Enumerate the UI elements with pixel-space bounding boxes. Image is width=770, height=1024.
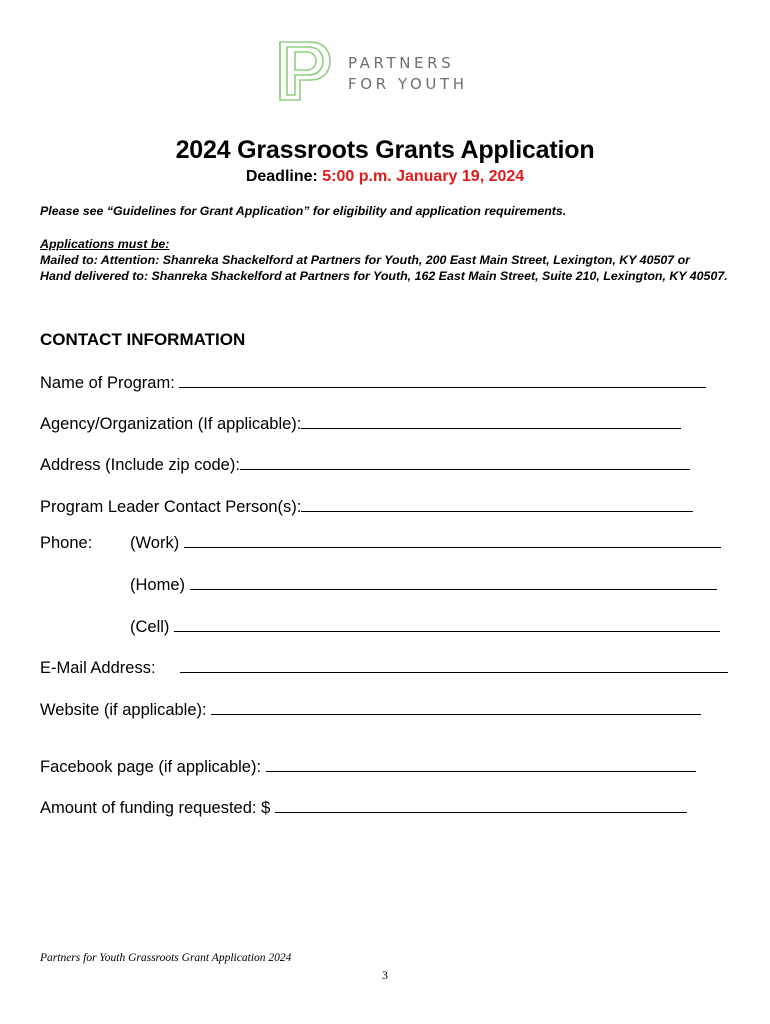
pfy-monogram-icon [278, 40, 340, 102]
email-blank[interactable] [180, 658, 728, 673]
deadline-label: Deadline: [245, 168, 318, 185]
deadline [0, 168, 770, 186]
program-name-field [40, 373, 706, 393]
leader-label: Program Leader Contact Person(s): [40, 498, 302, 516]
agency-label: Agency/Organization (If applicable): [40, 415, 302, 433]
email-field [180, 658, 728, 678]
cell-phone-blank[interactable] [174, 617, 720, 632]
cell-phone-label: (Cell) [130, 618, 170, 636]
website-field [40, 700, 701, 720]
work-phone-field [130, 533, 721, 553]
page-number: 3 [382, 970, 388, 982]
program-name-blank[interactable] [179, 373, 706, 388]
home-phone-blank[interactable] [190, 575, 717, 590]
deadline-value: 5:00 p.m. January 19, 2024 [322, 168, 525, 185]
funding-field [40, 798, 687, 818]
partners-for-youth-logo [278, 40, 498, 102]
address-blank[interactable] [240, 455, 690, 470]
facebook-blank[interactable] [266, 757, 696, 772]
phone-label: Phone: [40, 534, 93, 552]
address-label: Address (Include zip code): [40, 456, 240, 474]
hand-delivered-to: Hand delivered to: Shanreka Shackelford at Partners for Youth, 162 East Main Street, Suite 210, Lexington, KY 40507. [40, 269, 728, 283]
home-phone-label: (Home) [130, 576, 186, 594]
logo-text [348, 53, 468, 95]
page-title: 2024 Grassroots Grants Application [175, 136, 595, 164]
logo-line-1: PARTNERS [348, 54, 455, 72]
website-blank[interactable] [211, 700, 701, 715]
facebook-label: Facebook page (if applicable): [40, 758, 262, 776]
agency-blank[interactable] [301, 414, 681, 429]
funding-blank[interactable] [275, 798, 687, 813]
program-name-label: Name of Program: [40, 374, 175, 392]
home-phone-field [130, 575, 717, 595]
cell-phone-field [130, 617, 720, 637]
leader-blank[interactable] [301, 497, 693, 512]
agency-field [40, 414, 681, 434]
facebook-field [40, 757, 696, 777]
email-label: E-Mail Address: [40, 659, 156, 677]
guidelines-note: Please see “Guidelines for Grant Application” for eligibility and application requirements. [40, 204, 567, 218]
logo-line-2: FOR YOUTH [348, 75, 468, 93]
leader-field [40, 497, 693, 517]
mailed-to: Mailed to: Attention: Shanreka Shackelford at Partners for Youth, 200 East Main Street, Lexington, KY 40507 or [40, 253, 690, 267]
funding-label: Amount of funding requested: $ [40, 799, 271, 817]
address-field [40, 455, 690, 475]
applications-must-be: Applications must be: [40, 237, 170, 251]
submission-instructions [40, 236, 730, 284]
website-label: Website (if applicable): [40, 701, 207, 719]
section-title: CONTACT INFORMATION [40, 330, 246, 349]
work-phone-label: (Work) [130, 534, 180, 552]
work-phone-blank[interactable] [184, 533, 721, 548]
footer-text: Partners for Youth Grassroots Grant Application 2024 [40, 952, 292, 964]
